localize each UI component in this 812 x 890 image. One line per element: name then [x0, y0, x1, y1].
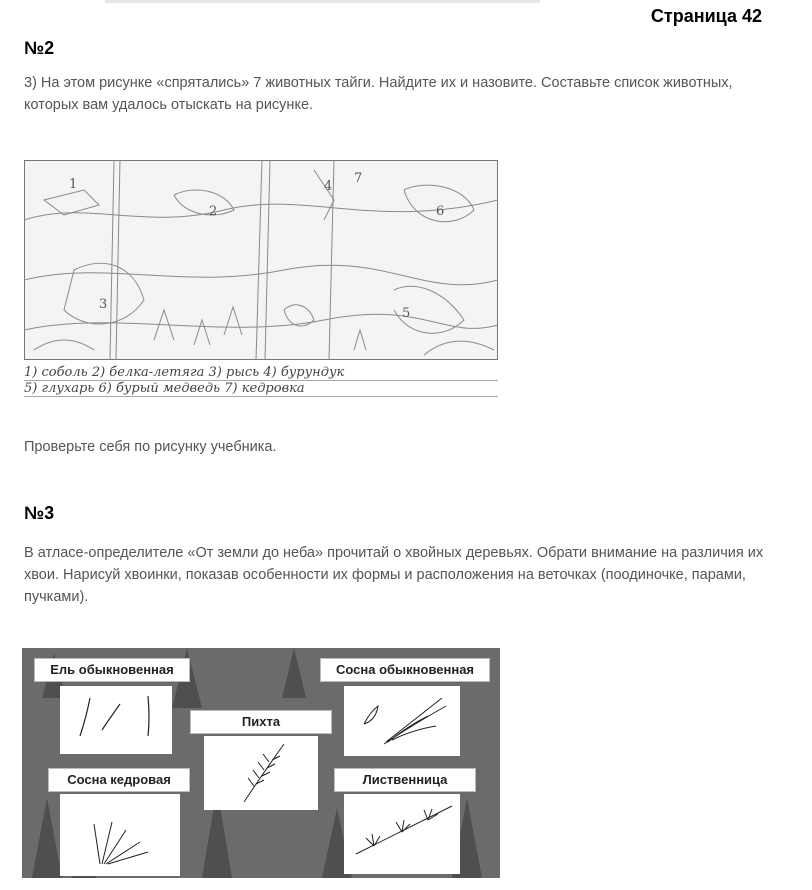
scene-number-7: 7 [354, 171, 363, 186]
scene-number-5: 5 [402, 306, 411, 321]
label-pine: Сосна обыкновенная [320, 658, 490, 682]
conifer-needles-figure [22, 648, 500, 878]
scene-number-2: 2 [209, 204, 218, 219]
handwritten-answers [24, 365, 498, 405]
label-spruce: Ель обыкновенная [34, 658, 190, 682]
label-cedar: Сосна кедровая [48, 768, 190, 792]
card-spruce [60, 686, 172, 754]
page-label: Страница 42 [650, 6, 762, 26]
card-cedar [60, 794, 180, 876]
top-divider [105, 0, 540, 3]
scene-number-4: 4 [324, 179, 333, 194]
cedar-needles-drawing [60, 794, 180, 876]
label-fir: Пихта [190, 710, 332, 734]
task2-number: №2 [24, 38, 55, 58]
larch-needles-drawing [344, 794, 460, 874]
scene-number-1: 1 [69, 177, 78, 192]
scene-number-6: 6 [436, 204, 445, 219]
task3-text: В атласе-определителе «От земли до неба» прочитай о хвойных деревьях. Обрати внимание на различия их хвои. Нарисуй хвоинки, показав особенности их формы и расположения на веточках (поодиночке, парами, пучками). [24, 545, 764, 605]
task3-number: №3 [24, 503, 55, 523]
card-pine [344, 686, 460, 756]
task2-text: 3) На этом рисунке «спрятались» 7 животных тайги. Найдите их и назовите. Составьте список животных, которых вам удалось отыскать на рисунке. [24, 75, 733, 113]
scene-number-3: 3 [99, 297, 108, 312]
fir-needles-drawing [204, 736, 318, 810]
label-larch: Лиственница [334, 768, 476, 792]
answers-line-2: 5) глухарь 6) бурый медведь 7) кедровка [24, 381, 498, 397]
spruce-needles-drawing [60, 686, 172, 754]
card-larch [344, 794, 460, 874]
pine-needles-drawing [344, 686, 460, 756]
card-fir [204, 736, 318, 810]
answers-line-1: 1) соболь 2) белка-летяга 3) рысь 4) бурундук [24, 365, 498, 381]
task2-check-text: Проверьте себя по рисунку учебника. [24, 439, 277, 455]
taiga-scene-image [24, 160, 498, 360]
